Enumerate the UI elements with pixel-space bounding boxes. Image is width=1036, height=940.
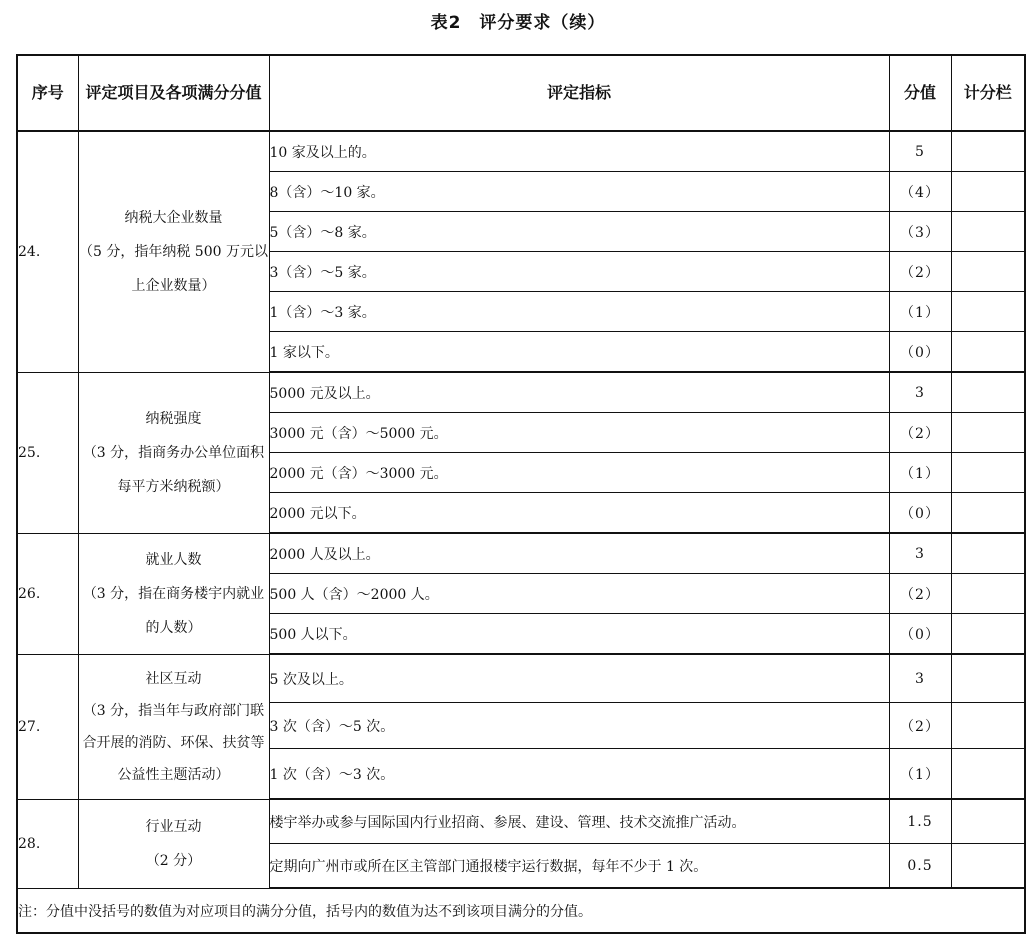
item-number: 27. [17, 654, 78, 799]
score-cell: （2） [889, 574, 951, 614]
table-body [17, 131, 1025, 888]
tally-cell[interactable] [951, 533, 1025, 574]
tally-cell[interactable] [951, 799, 1025, 844]
criterion-cell: 1 家以下。 [269, 332, 889, 373]
tally-cell[interactable] [951, 703, 1025, 749]
score-cell: 3 [889, 654, 951, 703]
table-row [17, 799, 1025, 844]
criterion-cell: 5（含）～8 家。 [269, 212, 889, 252]
score-cell: （0） [889, 332, 951, 373]
tally-cell[interactable] [951, 332, 1025, 373]
score-cell: （2） [889, 413, 951, 453]
criterion-cell: 3（含）～5 家。 [269, 252, 889, 292]
header-item: 评定项目及各项满分分值 [78, 55, 269, 131]
item-number: 28. [17, 799, 78, 888]
tally-cell[interactable] [951, 453, 1025, 493]
tally-cell[interactable] [951, 372, 1025, 413]
header-tally: 计分栏 [951, 55, 1025, 131]
score-cell: （4） [889, 172, 951, 212]
tally-cell[interactable] [951, 614, 1025, 655]
tally-cell[interactable] [951, 574, 1025, 614]
tally-cell[interactable] [951, 212, 1025, 252]
criterion-cell: 2000 元（含）～3000 元。 [269, 453, 889, 493]
item-name: 就业人数 （3 分，指在商务楼宇内就业的人数） [78, 533, 269, 654]
criterion-cell: 2000 元以下。 [269, 493, 889, 534]
table-note: 注：分值中没括号的数值为对应项目的满分分值，括号内的数值为达不到该项目满分的分值。 [17, 888, 1025, 933]
criterion-cell: 5000 元及以上。 [269, 372, 889, 413]
tally-cell[interactable] [951, 131, 1025, 172]
tally-cell[interactable] [951, 654, 1025, 703]
score-cell: 3 [889, 372, 951, 413]
tally-cell[interactable] [951, 844, 1025, 889]
tally-cell[interactable] [951, 292, 1025, 332]
criterion-cell: 1（含）～3 家。 [269, 292, 889, 332]
criterion-cell: 1 次（含）～3 次。 [269, 749, 889, 800]
table-row [17, 131, 1025, 172]
tally-cell[interactable] [951, 413, 1025, 453]
item-name: 行业互动 （2 分） [78, 799, 269, 888]
criterion-cell: 定期向广州市或所在区主管部门通报楼宇运行数据，每年不少于 1 次。 [269, 844, 889, 889]
criterion-cell: 楼宇举办或参与国际国内行业招商、参展、建设、管理、技术交流推广活动。 [269, 799, 889, 844]
header-score: 分值 [889, 55, 951, 131]
header-row [17, 55, 1025, 131]
tally-cell[interactable] [951, 172, 1025, 212]
item-number: 25. [17, 372, 78, 533]
criterion-cell: 2000 人及以上。 [269, 533, 889, 574]
item-name: 社区互动 （3 分，指当年与政府部门联合开展的消防、环保、扶贫等公益性主题活动） [78, 654, 269, 799]
criterion-cell: 8（含）～10 家。 [269, 172, 889, 212]
score-cell: 1.5 [889, 799, 951, 844]
score-cell: （0） [889, 493, 951, 534]
score-cell: （1） [889, 453, 951, 493]
score-cell: 5 [889, 131, 951, 172]
score-cell: （1） [889, 749, 951, 800]
score-cell: 0.5 [889, 844, 951, 889]
item-name: 纳税大企业数量 （5 分，指年纳税 500 万元以上企业数量） [78, 131, 269, 372]
tally-cell[interactable] [951, 749, 1025, 800]
criterion-cell: 3 次（含）～5 次。 [269, 703, 889, 749]
table-row [17, 533, 1025, 574]
header-criteria: 评定指标 [269, 55, 889, 131]
table-row [17, 654, 1025, 703]
scoring-table [16, 54, 1026, 934]
tally-cell[interactable] [951, 493, 1025, 534]
header-no: 序号 [17, 55, 78, 131]
table-title: 表2 评分要求（续） [430, 13, 606, 33]
criterion-cell: 10 家及以上的。 [269, 131, 889, 172]
criterion-cell: 500 人（含）～2000 人。 [269, 574, 889, 614]
score-cell: （2） [889, 703, 951, 749]
score-cell: （2） [889, 252, 951, 292]
criterion-cell: 5 次及以上。 [269, 654, 889, 703]
note-row [17, 888, 1025, 933]
score-cell: 3 [889, 533, 951, 574]
table-row [17, 372, 1025, 413]
tally-cell[interactable] [951, 252, 1025, 292]
criterion-cell: 3000 元（含）～5000 元。 [269, 413, 889, 453]
item-name: 纳税强度 （3 分，指商务办公单位面积每平方米纳税额） [78, 372, 269, 533]
item-number: 26. [17, 533, 78, 654]
score-cell: （0） [889, 614, 951, 655]
item-number: 24. [17, 131, 78, 372]
criterion-cell: 500 人以下。 [269, 614, 889, 655]
score-cell: （1） [889, 292, 951, 332]
score-cell: （3） [889, 212, 951, 252]
